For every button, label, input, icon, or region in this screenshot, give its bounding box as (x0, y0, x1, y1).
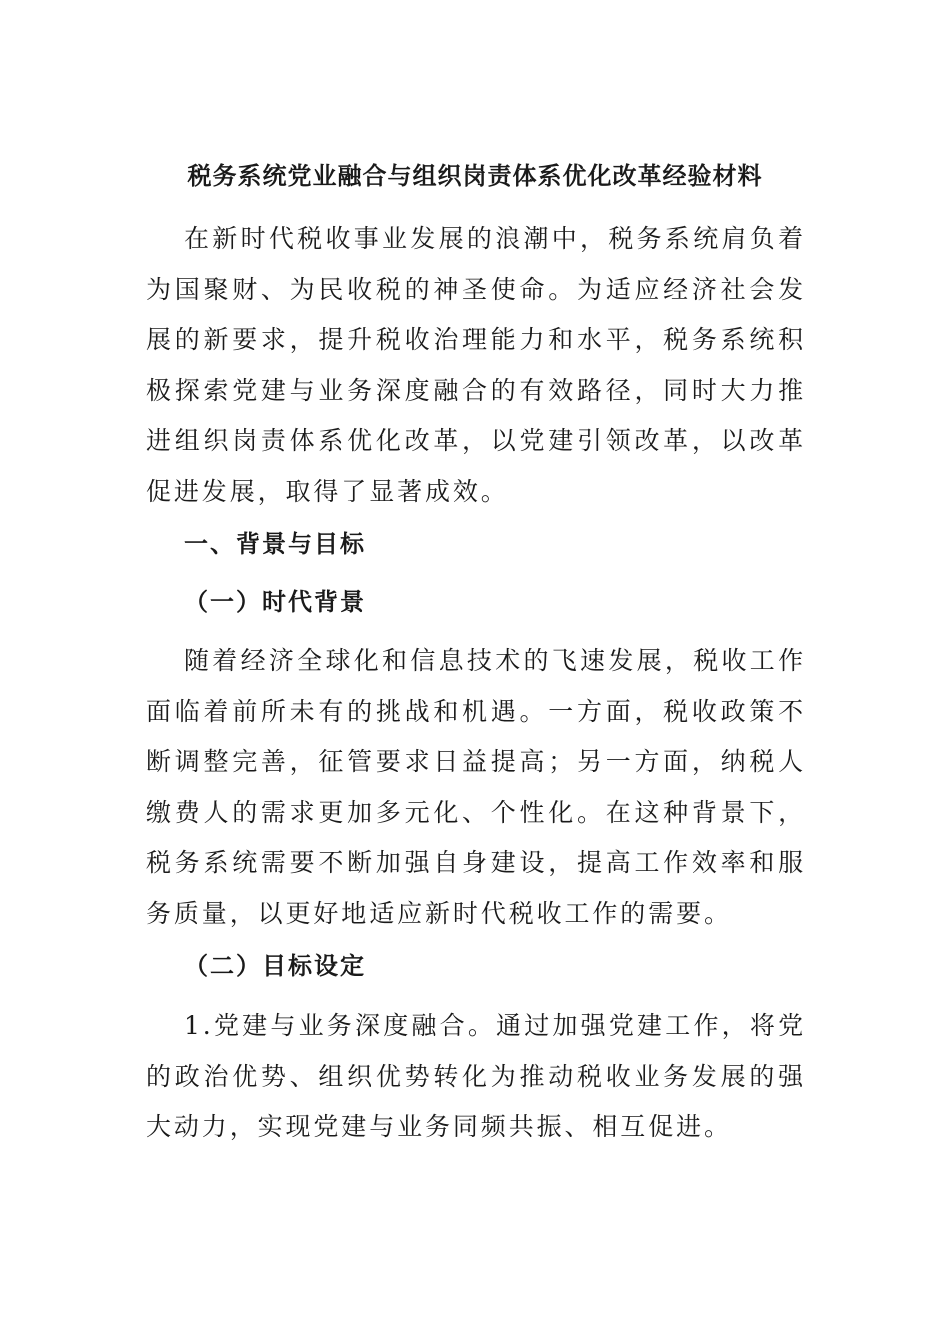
document-title: 税务系统党业融合与组织岗责体系优化改革经验材料 (187, 161, 763, 190)
intro-paragraph: 在新时代税收事业发展的浪潮中，税务系统肩负着为国聚财、为民收税的神圣使命。为适应经济社会发展的新要求，提升税收治理能力和水平，税务系统积极探索党建与业务深度融合的有效路径，同时大力推进组织岗责体系优化改革，以党建引领改革，以改革促进发展，取得了显著成效。 (146, 224, 806, 506)
era-background-paragraph: 随着经济全球化和信息技术的飞速发展，税收工作面临着前所未有的挑战和机遇。一方面，税收政策不断调整完善，征管要求日益提高；另一方面，纳税人缴费人的需求更加多元化、个性化。在这种背景下，税务系统需要不断加强自身建设，提高工作效率和服务质量，以更好地适应新时代税收工作的需要。 (146, 646, 806, 928)
section-heading-background-goals: 一、背景与目标 (184, 529, 366, 558)
subsection-heading-goal-setting: （二）目标设定 (184, 951, 366, 980)
goal-item-1-paragraph: 1.党建与业务深度融合。通过加强党建工作，将党的政治优势、组织优势转化为推动税收业务发展的强大动力，实现党建与业务同频共振、相互促进。 (146, 1011, 806, 1141)
subsection-heading-era-background: （一）时代背景 (184, 587, 366, 616)
